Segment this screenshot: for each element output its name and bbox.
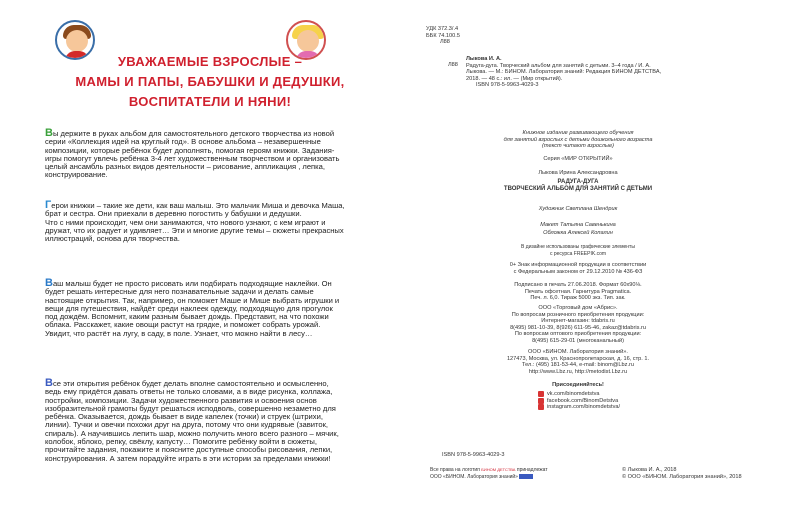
isbn: ISBN 978-5-9963-4029-3 — [442, 452, 505, 458]
social-instagram[interactable] — [538, 404, 620, 411]
paragraph-text: ерои книжки – такие же дети, как ваш малыш. Это мальчик Миша и девочка Маша, брат и сестра. Они приехали в деревню погостить у бабушки и дедушки. Что с ними происходит, чем они занимаются, что нового узнают, с кем играют и дружат, что их радует и удивляет… Эти и многие другие темы – сюжеты прекрасных иллюстраций, основа для творчества. — [45, 201, 345, 244]
note-line: ООО «БИНОМ. Лаборатория знаний». — [528, 349, 628, 355]
note-line: В дизайне использованы графические элементы — [521, 244, 635, 250]
drop-cap: В — [45, 277, 53, 289]
rights-text: Все права на логотип — [430, 467, 480, 473]
social-links — [538, 391, 620, 411]
author-full: Лыкова Ирина Александровна — [538, 170, 618, 176]
note-line: с Федеральным законом от 29.12.2010 № 436-ФЗ — [513, 268, 643, 275]
join-label: Присоединяйтесь! — [552, 382, 604, 388]
note-line: Печ. л. 6,0. Тираж 5000 экз. Тип. зак. — [530, 295, 626, 302]
heading-line: ВОСПИТАТЕЛИ И НЯНИ! — [128, 94, 292, 109]
layout-credit: Макет Татьяна Савенькина — [540, 222, 616, 228]
entry-code: Л88 — [448, 62, 458, 68]
social-link: instagram.com/binomdetstva/ — [547, 404, 621, 411]
note-line: Книжное издание развивающего обучения — [522, 130, 634, 136]
paragraph-text: ы держите в руках альбом для самостоятельного детского творчества из новой серии «Коллекция идей на круглый год». В основе альбома – незавершенные композиции, которые ребёнок будет дополнять, помогая героям книжки. Задания-игры помогут увлечь ребёнка 3-4 лет художественным творчеством и организовать целый ансамбль разных видов деятельности – рисование, аппликация , лепка, конструирование. — [45, 129, 340, 180]
note-line: 8(495) 615-29-01 (многоканальный) — [532, 337, 624, 344]
rights-block — [430, 467, 548, 480]
entry-author: Лыкова И. А. — [466, 56, 502, 62]
heading-line: УВАЖАЕМЫЕ ВЗРОСЛЫЕ – — [117, 54, 303, 69]
note-line: По вопросам оптового приобретения продукции: — [514, 331, 642, 338]
cover-credit: Обложка Алексей Копалин — [543, 230, 613, 236]
social-link: facebook.com/BinomDetstva — [547, 397, 619, 404]
bbk: ББК 74.100.5 — [426, 32, 460, 39]
drop-cap: В — [45, 377, 53, 389]
note-line: (текст читают взрослые) — [541, 143, 615, 150]
publisher-logo-icon — [519, 474, 533, 479]
vk-icon — [538, 391, 544, 397]
author-mark: Л88 — [440, 39, 450, 46]
copyright-line: © Лыкова И. А., 2018 — [622, 467, 677, 473]
heading-line: МАМЫ И ПАПЫ, БАБУШКИ И ДЕДУШКИ, — [75, 74, 345, 89]
drop-cap: В — [45, 127, 53, 139]
print-info — [488, 282, 668, 302]
title-line: ТВОРЧЕСКИЙ АЛЬБОМ ДЛЯ ЗАНЯТИЙ С ДЕТЬМИ — [503, 185, 653, 192]
publisher — [488, 349, 668, 375]
rights-text: принадлежат — [516, 467, 548, 473]
paragraph — [45, 379, 345, 463]
note-line: 8(495) 981-10-39, 8(926) 611-95-46, zakaz@tdabris.ru — [510, 324, 646, 331]
note-line: http://www.Lbz.ru, http://metodist.Lbz.ru — [528, 368, 628, 375]
note-line: Тел.: (495) 181-53-44, e-mail: binom@Lbz.ru — [522, 362, 634, 369]
note-line: Интернет-магазин: tdabris.ru — [541, 318, 615, 325]
instagram-icon — [538, 404, 544, 410]
book-title — [488, 179, 668, 192]
drop-cap: Г — [45, 199, 52, 211]
note-line: 0+ Знак информационной продукции в соответствии — [509, 262, 647, 268]
rights-text: ООО «БИНОМ. Лаборатория знаний» — [430, 473, 518, 480]
udk-block — [426, 26, 460, 46]
note-line: 127473, Москва, ул. Краснопролетарская, д. 16, стр. 1. — [506, 355, 650, 362]
design-note — [488, 244, 668, 257]
page-heading — [60, 52, 360, 112]
note-line: с ресурса FREEPIK.com — [549, 250, 607, 257]
title-line: РАДУГА-ДУГА — [557, 179, 599, 185]
paragraph — [45, 201, 345, 243]
info-mark — [488, 262, 668, 275]
entry-isbn: ISBN 978-5-9963-4029-3 — [476, 82, 539, 89]
paragraph — [45, 129, 345, 180]
catalog-entry — [466, 56, 666, 89]
social-link: vk.com/binomdetstva — [547, 391, 600, 397]
social-vk[interactable] — [538, 391, 620, 398]
note-line: По вопросам розничного приобретения продукции: — [511, 311, 645, 318]
paragraph-text: се эти открытия ребёнок будет делать вполне самостоятельно и осмысленно, ведь ему придётся давать ответы не только словами, а в виде рисунка, коллажа, постройки, композиции. Задачи художественного развития и освоения основ изобразительной грамоты будут решаться исподволь, совершенно незаметно для ребёнка. Оказывается, дождь бывает в виде капелек (точки) и струек (штрихи, линии). Тучки и овечки похожи друг на друга, потому что они кудрявые (завиток, спираль). А научившись лепить шар, можно получить много всего разного – мячик, колобок, яблоко, репку, свёклу, капусту… Помогите ребёнку войти в сюжеты, прочитайте задания, покажите и поясните доступные способы рисования, лепки, конструирования. А затем порадуйте играть в эти истории за пределами книжки! — [45, 379, 339, 463]
copyright-line: © ООО «БИНОМ. Лаборатория знаний», 2018 — [622, 473, 742, 480]
udk: УДК 372.3/.4 — [426, 26, 459, 32]
facebook-icon — [538, 398, 544, 404]
right-page — [400, 0, 800, 527]
entry-text: Радуга-дуга. Творческий альбом для занятий с детьми. 3–4 года / И. А. Лыкова. — М.: БИНОМ. Лаборатория знаний: Редакция БИНОМ ДЕТСТВА, 2018. — 48 с.: ил. — (Мир открытий). — [466, 62, 662, 82]
note-line: Подписано в печать 27.06.2018. Формат 60x90⅛. — [514, 282, 642, 288]
note-line: для занятий взрослых с детьми дошкольного возраста — [503, 136, 653, 143]
binom-logo: БИНОМ ДЕТСТВА — [481, 467, 516, 472]
series: Серия «МИР ОТКРЫТИЙ» — [543, 156, 613, 162]
social-facebook[interactable] — [538, 398, 620, 405]
edition-note — [488, 130, 668, 150]
note-line: Печать офсетная. Гарнитура Pragmatica. — [524, 288, 632, 295]
distributor — [488, 305, 668, 345]
note-line: ООО «Торговый дом «Абрис». — [538, 305, 618, 311]
copyright — [622, 467, 742, 480]
artist: Художник Светлана Шендрик — [538, 206, 618, 212]
paragraph — [45, 279, 345, 338]
paragraph-text: аш малыш будет не просто рисовать или подбирать подходящие наклейки. Он будет решать интересные для него познавательные задачи и делать самые настоящие открытия. Так, например, он поможет Маше и Мише выбрать игрушки и вещи для путешествия, найдёт среди наклеек одежду, подходящую для прогулок под дождём. Вспомнит, каким разным бывает дождь. Представит, на что похожи облака. Расскажет, какие овощи растут на грядке, и поможет собрать урожай. Увидит, что растёт на лугу, в саду, в поле. Узнает, что можно найти в лесу… — [45, 279, 340, 338]
